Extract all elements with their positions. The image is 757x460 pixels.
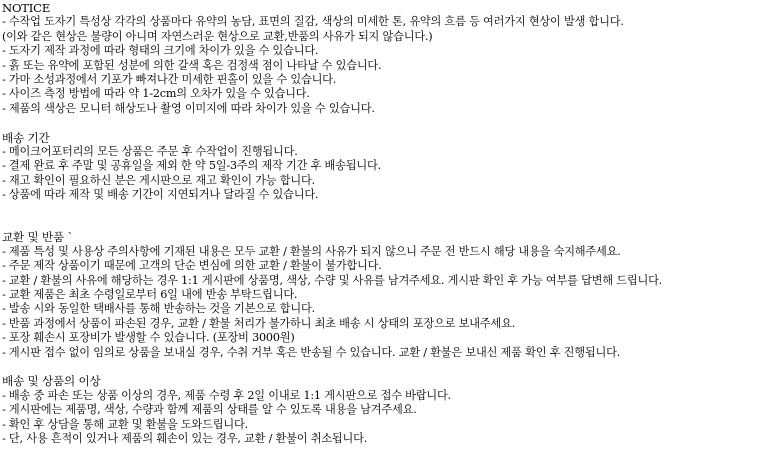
notice-line: - 제품의 색상은 모니터 해상도나 촬영 이미지에 따라 차이가 있을 수 있습니다.: [2, 101, 375, 115]
shipping-line: - 상품에 따라 제작 및 배송 기간이 지연되거나 달라질 수 있습니다.: [2, 188, 319, 202]
notice-title: NOTICE: [2, 1, 51, 15]
returns-line: - 교환 제품은 최초 수령일로부터 6일 내에 반송 부탁드립니다.: [2, 288, 298, 302]
damage-line: - 배송 중 파손 또는 상품 이상의 경우, 제품 수령 후 2일 이내로 1:1 게시판으로 접수 바랍니다.: [2, 388, 451, 402]
returns-line: - 교환 / 환불의 사유에 해당하는 경우 1:1 게시판에 상품명, 색상, 수량 및 사유를 남겨주세요. 게시판 확인 후 가능 여부를 답변해 드립니다.: [2, 273, 663, 287]
returns-line: - 반품 과정에서 상품이 파손된 경우, 교환 / 환불 처리가 불가하니 최초 배송 시 상태의 포장으로 보내주세요.: [2, 316, 516, 330]
returns-title: 교환 및 반품 `: [2, 230, 74, 245]
returns-line: - 포장 훼손시 포장비가 발생할 수 있습니다. (포장비 3000원): [2, 331, 295, 345]
damage-line: - 확인 후 상담을 통해 교환 및 환불을 도와드립니다.: [2, 417, 248, 431]
section-gap: [2, 116, 757, 130]
returns-line: - 발송 시와 동일한 택배사를 통해 반송하는 것을 기본으로 합니다.: [2, 302, 315, 316]
notice-line: - 흙 또는 유약에 포함된 성분에 의한 갈색 혹은 검정색 점이 나타날 수 있습니다.: [2, 58, 382, 72]
section-gap: [2, 202, 757, 230]
notice-line: - 수작업 도자기 특성상 각각의 상품마다 유약의 농담, 표면의 질감, 색상의 미세한 톤, 유약의 흐름 등 여러가지 현상이 발생 합니다.: [2, 15, 624, 29]
returns-line: - 게시판 접수 없이 임의로 상품을 보내실 경우, 수취 거부 혹은 반송될 수 있습니다. 교환 / 환불은 보내신 제품 확인 후 진행됩니다.: [2, 345, 621, 359]
notice-line: - 가마 소성과정에서 기포가 빠져나간 미세한 핀홀이 있을 수 있습니다.: [2, 72, 337, 86]
returns-line: - 제품 특성 및 사용상 주의사항에 기재된 내용은 모두 교환 / 환불의 사유가 되지 않으니 주문 전 반드시 해당 내용을 숙지해주세요.: [2, 244, 621, 258]
shipping-line: - 결제 완료 후 주말 및 공휴일을 제외 한 약 5일-3주의 제작 기간 후 배송됩니다.: [2, 159, 381, 173]
damage-title: 배송 및 상품의 이상: [2, 374, 101, 389]
damage-line: - 게시판에는 제품명, 색상, 수량과 함께 제품의 상태를 알 수 있도록 내용을 남겨주세요.: [2, 403, 417, 417]
notice-line: - 사이즈 측정 방법에 따라 약 1-2cm의 오차가 있을 수 있습니다.: [2, 87, 310, 101]
returns-line: - 주문 제작 상품이기 때문에 고객의 단순 변심에 의한 교환 / 환불이 불가합니다.: [2, 259, 382, 273]
shipping-line: - 재고 확인이 필요하신 분은 게시판으로 재고 확인이 가능 합니다.: [2, 173, 315, 187]
damage-line: - 단, 사용 흔적이 있거나 제품의 훼손이 있는 경우, 교환 / 환불이 취소됩니다.: [2, 431, 368, 445]
notice-line: - 도자기 제작 과정에 따라 형태의 크기에 차이가 있을 수 있습니다.: [2, 44, 319, 58]
shipping-title: 배송 기간: [2, 130, 50, 145]
shipping-line: - 메이크어포터리의 모든 상품은 주문 후 수작업이 진행됩니다.: [2, 144, 298, 158]
section-gap: [2, 360, 757, 374]
notice-line: (이와 같은 현상은 불량이 아니며 자연스러운 현상으로 교환,반품의 사유가 되지 않습니다.): [2, 29, 433, 43]
